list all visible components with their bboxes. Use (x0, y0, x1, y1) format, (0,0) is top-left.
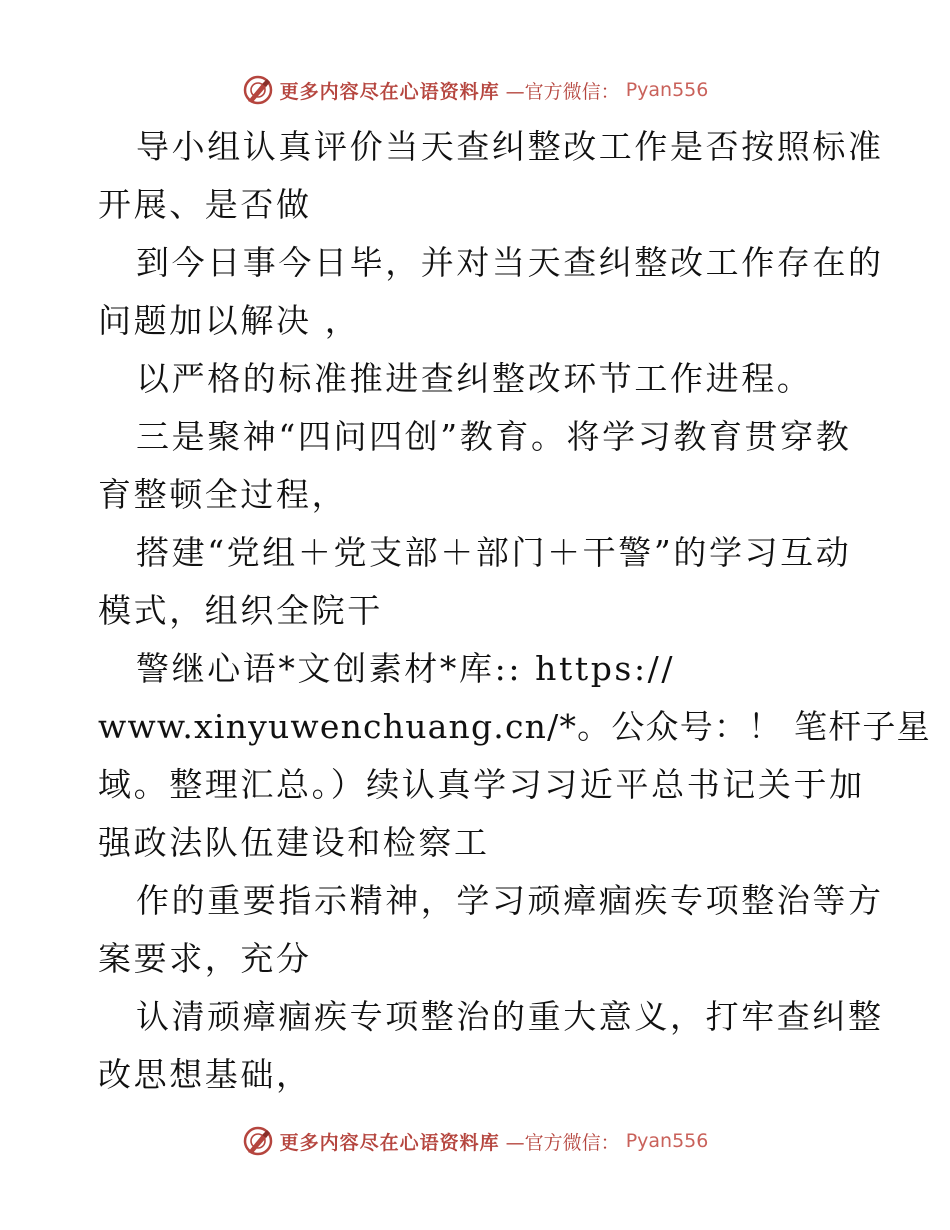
paragraph-line: 警继心语*文创素材*库:: https:// (136, 649, 676, 688)
watermark-contact-label: —官方微信： (505, 80, 620, 103)
header-watermark (0, 74, 950, 106)
paragraph-line: 到今日事今日毕，并对当天查纠整改工作存在的 (136, 243, 884, 282)
paragraph-line: 三是聚神“四问四创”教育。将学习教育贯穿教 (136, 417, 852, 456)
watermark-contact-label: —官方微信： (505, 1131, 620, 1154)
pen-logo-icon (242, 74, 274, 106)
paragraph-line: 模式，组织全院干 (98, 591, 383, 630)
document-body (98, 118, 931, 1104)
footer-watermark (0, 1125, 950, 1157)
paragraph-line: 案要求，充分 (98, 939, 312, 978)
paragraph-line: www.xinyuwenchuang.cn/*。公众号：！ 笔杆子星 (98, 707, 931, 746)
paragraph-line: 认清顽瘴痼疾专项整治的重大意义，打牢查纠整 (136, 997, 884, 1036)
paragraph-line: 导小组认真评价当天查纠整改工作是否按照标准 (136, 127, 884, 166)
paragraph-line: 开展、是否做 (98, 185, 312, 224)
paragraph-line: 搭建“党组＋党支部＋部门＋干警”的学习互动 (136, 533, 852, 572)
paragraph-line: 作的重要指示精神，学习顽瘴痼疾专项整治等方 (136, 881, 884, 920)
paragraph-line: 问题加以解决 ， (98, 301, 361, 340)
watermark-brand: 更多内容尽在心语资料库 (279, 1131, 500, 1154)
paragraph-line: 强政法队伍建设和检察工 (98, 823, 490, 862)
paragraph-line: 育整顿全过程， (98, 475, 348, 514)
paragraph-line: 以严格的标准推进查纠整改环节工作进程。 (136, 359, 813, 398)
pen-logo-icon (242, 1125, 274, 1157)
watermark-wechat-id: Pyan556 (625, 1130, 709, 1152)
watermark-wechat-id: Pyan556 (625, 79, 709, 101)
watermark-brand: 更多内容尽在心语资料库 (279, 80, 500, 103)
paragraph-line: 改思想基础， (98, 1055, 312, 1094)
paragraph-line: 域。整理汇总。）续认真学习习近平总书记关于加 (98, 765, 865, 804)
